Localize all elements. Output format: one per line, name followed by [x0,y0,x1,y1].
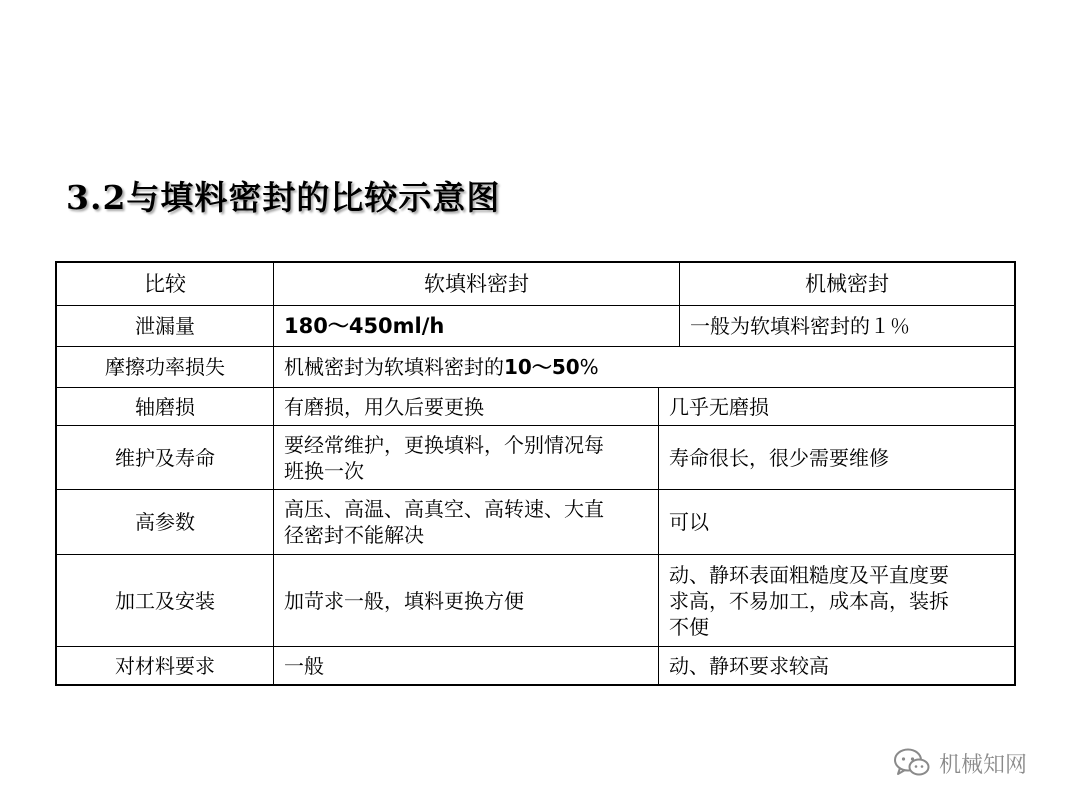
maintenance-mech: 寿命很长，很少需要维修 [669,445,889,470]
row-label-maintenance: 维护及寿命 [115,445,215,470]
friction-suffix: % [579,355,599,379]
materials-soft: 一般 [284,653,324,678]
wechat-icon [893,747,931,779]
maintenance-soft [274,426,658,489]
high-params-soft-line1: 高压、高温、高真空、高转速、大直 [284,497,604,521]
leakage-soft-value: 180～450ml/h [284,314,445,338]
row-label-processing: 加工及安装 [115,588,215,613]
row-label-shaft-wear: 轴磨损 [135,394,195,419]
processing-mech [659,555,1014,646]
processing-mech-line1: 动、静环表面粗糙度及平直度要 [669,562,949,587]
header-soft-packing: 软填料密封 [424,272,529,296]
high-params-soft [274,490,658,554]
maintenance-soft-line2: 班换一次 [284,458,364,483]
maintenance-soft-line1: 要经常维护，更换填料，个别情况每 [284,432,604,457]
row-label-leakage: 泄漏量 [135,314,195,338]
friction-range: 10～50 [504,355,580,379]
row-label-friction: 摩擦功率损失 [105,355,225,379]
row-label-high-params: 高参数 [135,510,195,534]
processing-mech-line3: 不便 [669,614,709,639]
leakage-mech-value: 一般为软填料密封的１％ [690,314,910,338]
materials-mech: 动、静环要求较高 [669,653,829,678]
watermark-text: 机械知网 [939,752,1028,778]
friction-merged-value [274,347,1014,387]
watermark [893,747,1027,779]
header-compare: 比较 [144,272,186,296]
high-params-soft-line2: 径密封不能解决 [284,523,424,547]
friction-prefix: 机械密封为软填料密封的 [284,355,504,379]
processing-mech-line2: 求高，不易加工，成本高，装拆 [669,588,949,613]
header-mechanical: 机械密封 [805,272,889,296]
shaft-wear-soft: 有磨损，用久后要更换 [284,394,484,419]
comparison-table [55,261,1016,686]
page-title: 3.2与填料密封的比较示意图 [66,178,501,217]
row-label-materials: 对材料要求 [115,653,215,678]
processing-soft: 加苛求一般，填料更换方便 [284,588,524,613]
high-params-mech: 可以 [669,510,709,534]
shaft-wear-mech: 几乎无磨损 [669,394,769,419]
